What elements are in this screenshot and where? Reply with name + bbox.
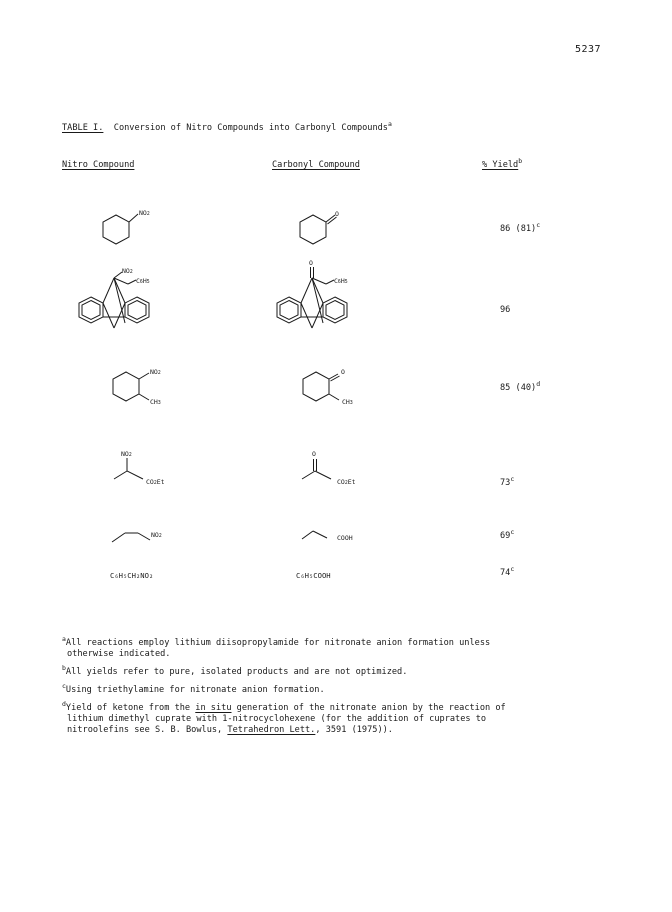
propanoic-acid-structure [300, 524, 370, 548]
yield-row-4: 73$^c$ [500, 475, 515, 488]
methylnitrocyclohexane-structure [105, 362, 180, 412]
header-yield: % Yield$^b$ [482, 157, 523, 170]
dibenzobicyclic-ketone-structure [268, 256, 378, 342]
nitropropane-structure [110, 524, 180, 548]
footnote-c: $^c$Using triethylamine for nitronate anion formation. [62, 682, 325, 695]
title-footnote-mark: a [387, 120, 392, 128]
table-label: TABLE I. [62, 123, 104, 133]
oxo-label: O [341, 368, 345, 376]
header-carbonyl-compound: Carbonyl Compound [272, 160, 360, 170]
cyclohexanone-structure [292, 200, 362, 250]
nitrocyclohexane-structure [95, 200, 165, 250]
benzoic-acid-formula: C₆H₅COOH [296, 571, 331, 580]
header-nitro-compound: Nitro Compound [62, 160, 135, 170]
table-title [62, 120, 392, 133]
ethyl-nitropropanoate-structure [110, 446, 190, 491]
phenyl-label: C6H5 [334, 277, 348, 285]
yield-row-5: 69$^c$ [500, 528, 515, 541]
yield-row-1: 86 $(81)^c$ [500, 221, 541, 234]
footnote-d: $^d$Yield of ketone from the in situ generation of the nitronate anion by the reaction of lithium dimethyl cuprate with 1-nitrocyclohexene (for the addition of cuprates to nitroolefins see S. B. Bowlus, Tetrahedron Lett., 3591 (1975)). [62, 700, 506, 735]
methylcyclohexanone-structure [295, 362, 370, 412]
yield-row-2: 96 [500, 305, 511, 315]
oxo-label: O [335, 210, 339, 218]
yield-row-6: 74$^c$ [500, 565, 515, 578]
ethyl-pyruvate-structure [300, 446, 380, 491]
footnote-a: $^a$All reactions employ lithium diisopropylamide for nitronate anion formation unless otherwise indicated. [62, 635, 491, 659]
oxo-label: O [312, 450, 316, 458]
no2-label: NO2 [121, 450, 132, 458]
ester-label: CO2Et [146, 478, 165, 486]
phenyl-label: C6H5 [136, 277, 150, 285]
oxo-label: O [309, 259, 313, 267]
page-number: 5237 [575, 44, 602, 55]
cooh-label: COOH [337, 534, 353, 542]
no2-label: NO2 [139, 209, 150, 217]
no2-label: NO2 [151, 531, 162, 539]
dibenzobicyclic-nitro-structure [70, 262, 180, 342]
no2-label: NO2 [150, 368, 161, 376]
methyl-label: CH3 [342, 398, 353, 406]
ester-label: CO2Et [337, 478, 356, 486]
yield-row-3: 85 $(40)^d$ [500, 380, 541, 393]
table-title-text: Conversion of Nitro Compounds into Carbonyl Compounds [113, 123, 388, 133]
footnote-b: $^b$All yields refer to pure, isolated products and are not optimized. [62, 664, 408, 677]
no2-label: NO2 [122, 267, 133, 275]
phenylnitromethane-formula: C₆H₅CH₂NO₂ [110, 571, 154, 580]
methyl-label: CH3 [150, 398, 161, 406]
